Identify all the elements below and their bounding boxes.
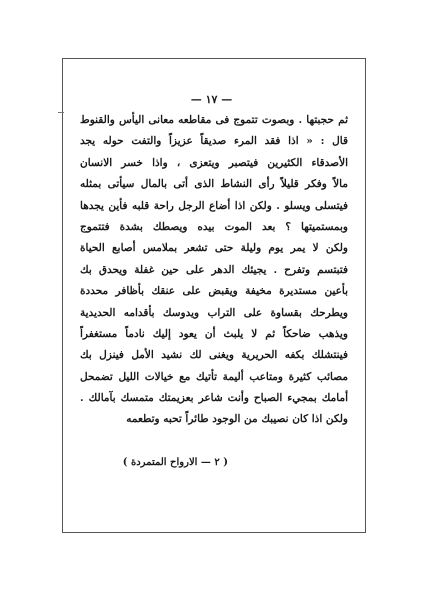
text-line: قال : « اذا فقد المرء صديقاً عزيزاً والتفت حوله يجد [80, 135, 348, 148]
page-number: — ١٧ — [190, 93, 233, 106]
text-line: ثم حجبتها . وبصوت تتموج فى مقاطعه معانى اليأس والقنوط [80, 114, 348, 126]
text-line: الأصدقاء الكثيرين فيتصبر ويتعزى ، واذا خسر الانسان [80, 156, 348, 169]
text-line: بأعين مستديرة مخيفة ويقبض على عنقك بأظافر محددة [80, 285, 348, 298]
text-line: فيتسلى ويسلو . ولكن اذا أضاع الرجل راحة قلبه فأين يجدها [80, 199, 348, 212]
text-line: ولكن لا يمر يوم وليلة حتى تشعر بملامس أصابع الحياة [80, 242, 348, 255]
text-line: فتبتسم وتفرح . يجيئك الدهر على حين غفلة ويحدق بك [80, 263, 348, 276]
footer-signature: ( ٢ — الارواح المتمردة ) [122, 457, 228, 468]
text-line: مالاً وفكر قليلاً رأى النشاط الذى أتى بالمال سيأتى بمثله [80, 178, 348, 191]
text-line: ولكن اذا كان نصيبك من الوجود طائراً تحبه وتطعمه [126, 413, 348, 426]
text-line: ويطرحك بقساوة على التراب ويدوسك بأقدامه الحديدية [80, 306, 348, 319]
text-line: ويذهب ضاحكاً ثم لا يلبث أن يعود إليك نادماً مستغفراً [80, 327, 348, 340]
text-line: مصائب كثيرة ومتاعب أليمة تأتيك مع خيالات الليل تضمحل [80, 370, 348, 383]
margin-mark [58, 112, 64, 113]
text-line: وبمستميتها ؟ بعد الموت بيده ويصطك بشدة فتتموج [80, 220, 348, 233]
text-line: أمامك بمجيء الصباح وأنت شاعر بعزيمتك متمسك بآمالك . [80, 392, 348, 405]
body-text [80, 110, 348, 431]
text-line: فينتشلك بكفه الحريرية ويغنى لك نشيد الأمل فينزل بك [80, 349, 348, 362]
